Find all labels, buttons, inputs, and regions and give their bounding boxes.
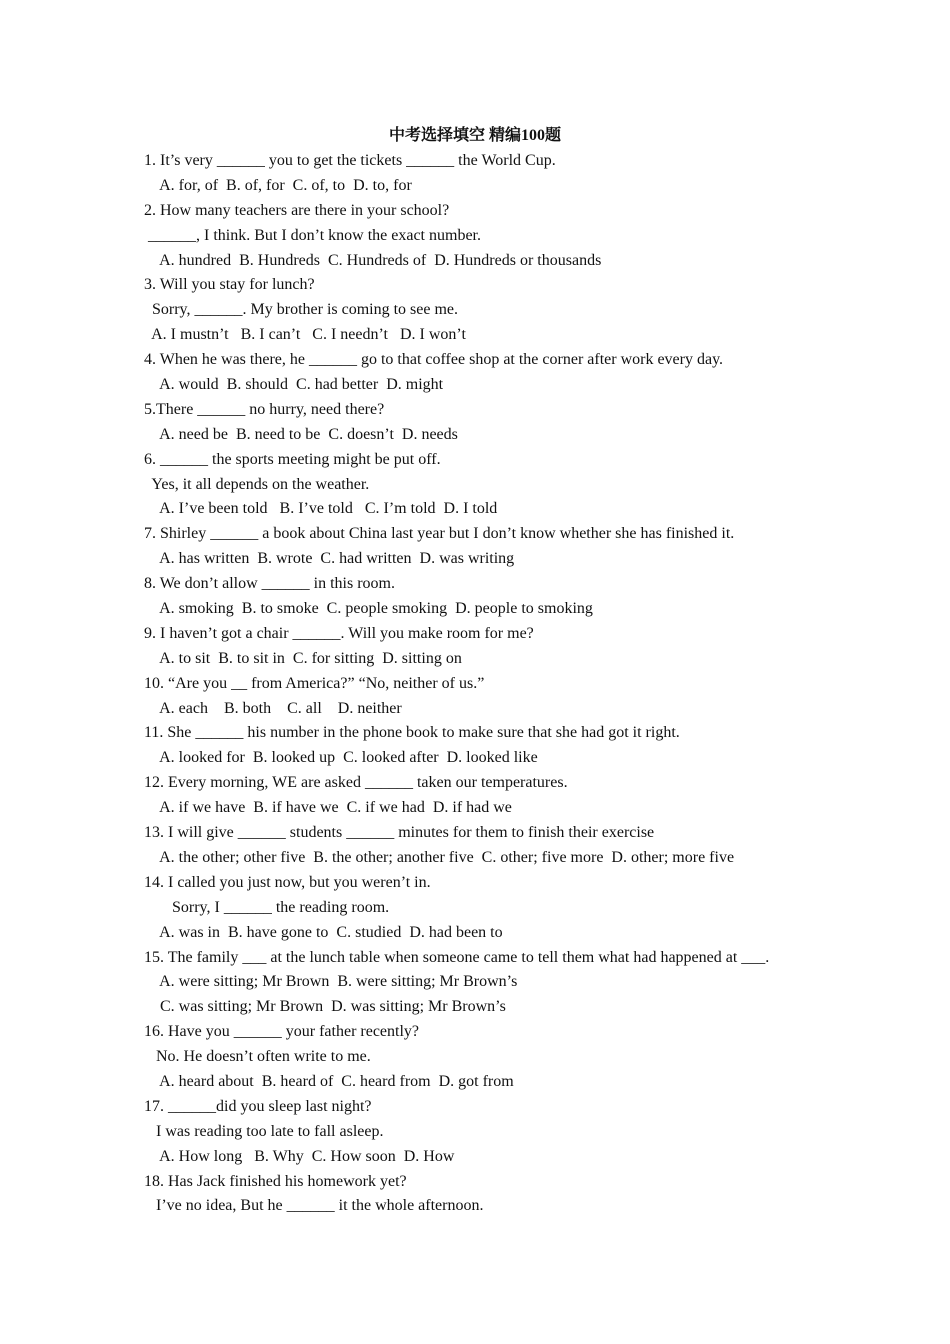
text-line: A. the other; other five B. the other; another five C. other; five more D. other; more five: [144, 848, 735, 866]
text-line: 8. We don’t allow ______ in this room.: [144, 575, 395, 593]
text-line: A. heard about B. heard of C. heard from D. got from: [144, 1072, 514, 1090]
text-line: ______, I think. But I don’t know the exact number.: [144, 226, 481, 244]
text-line: A. hundred B. Hundreds C. Hundreds of D. Hundreds or thousands: [144, 251, 602, 269]
text-line: A. How long B. Why C. How soon D. How: [144, 1147, 455, 1165]
text-line: A. smoking B. to smoke C. people smoking D. people to smoking: [144, 600, 593, 618]
text-line: A. would B. should C. had better D. might: [144, 376, 444, 394]
text-line: 5.There ______ no hurry, need there?: [144, 400, 385, 418]
text-line: I was reading too late to fall asleep.: [144, 1122, 384, 1140]
text-line: Sorry, I ______ the reading room.: [144, 898, 390, 916]
text-line: A. I’ve been told B. I’ve told C. I’m told D. I told: [144, 500, 498, 518]
text-line: 3. Will you stay for lunch?: [144, 276, 315, 294]
text-line: A. was in B. have gone to C. studied D. had been to: [144, 923, 503, 941]
text-line: A. each B. both C. all D. neither: [144, 699, 402, 717]
text-line: A. if we have B. if have we C. if we had D. if had we: [144, 799, 512, 817]
text-line: 16. Have you ______ your father recently?: [144, 1023, 420, 1041]
text-line: 9. I haven’t got a chair ______. Will you make room for me?: [144, 624, 534, 642]
text-line: 12. Every morning, WE are asked ______ taken our temperatures.: [144, 774, 568, 792]
document-title: 中考选择填空 精编100题: [388, 127, 561, 144]
text-line: 18. Has Jack finished his homework yet?: [144, 1172, 407, 1190]
text-line: Yes, it all depends on the weather.: [144, 475, 370, 493]
text-line: 13. I will give ______ students ______ minutes for them to finish their exercise: [144, 824, 655, 842]
text-line: A. looked for B. looked up C. looked after D. looked like: [144, 749, 538, 767]
text-line: 7. Shirley ______ a book about China last year but I don’t know whether she has finished it.: [144, 525, 735, 543]
text-line: A. has written B. wrote C. had written D. was writing: [144, 550, 515, 568]
text-line: I’ve no idea, But he ______ it the whole afternoon.: [144, 1197, 484, 1215]
text-line: C. was sitting; Mr Brown D. was sitting; Mr Brown’s: [144, 998, 506, 1016]
text-line: A. for, of B. of, for C. of, to D. to, for: [144, 176, 412, 194]
text-line: 4. When he was there, he ______ go to that coffee shop at the corner after work every day.: [144, 351, 724, 369]
text-line: 14. I called you just now, but you weren’t in.: [144, 873, 431, 891]
text-line: 6. ______ the sports meeting might be put off.: [144, 450, 441, 468]
text-line: 10. “Are you __ from America?” “No, neither of us.”: [144, 674, 485, 692]
text-line: 17. ______did you sleep last night?: [144, 1097, 372, 1115]
question-list: [144, 149, 844, 1219]
text-line: A. I mustn’t B. I can’t C. I needn’t D. I won’t: [144, 326, 466, 344]
text-line: Sorry, ______. My brother is coming to see me.: [144, 301, 459, 319]
text-line: No. He doesn’t often write to me.: [144, 1048, 371, 1066]
text-line: 2. How many teachers are there in your school?: [144, 201, 450, 219]
text-line: 15. The family ___ at the lunch table when someone came to tell them what had happened at ___.: [144, 948, 770, 966]
text-line: 11. She ______ his number in the phone book to make sure that she had got it right.: [144, 724, 680, 742]
text-line: A. were sitting; Mr Brown B. were sitting; Mr Brown’s: [144, 973, 518, 991]
text-line: A. need be B. need to be C. doesn’t D. needs: [144, 425, 458, 443]
text-line: A. to sit B. to sit in C. for sitting D. sitting on: [144, 649, 462, 667]
text-line: 1. It’s very ______ you to get the tickets ______ the World Cup.: [144, 152, 556, 169]
